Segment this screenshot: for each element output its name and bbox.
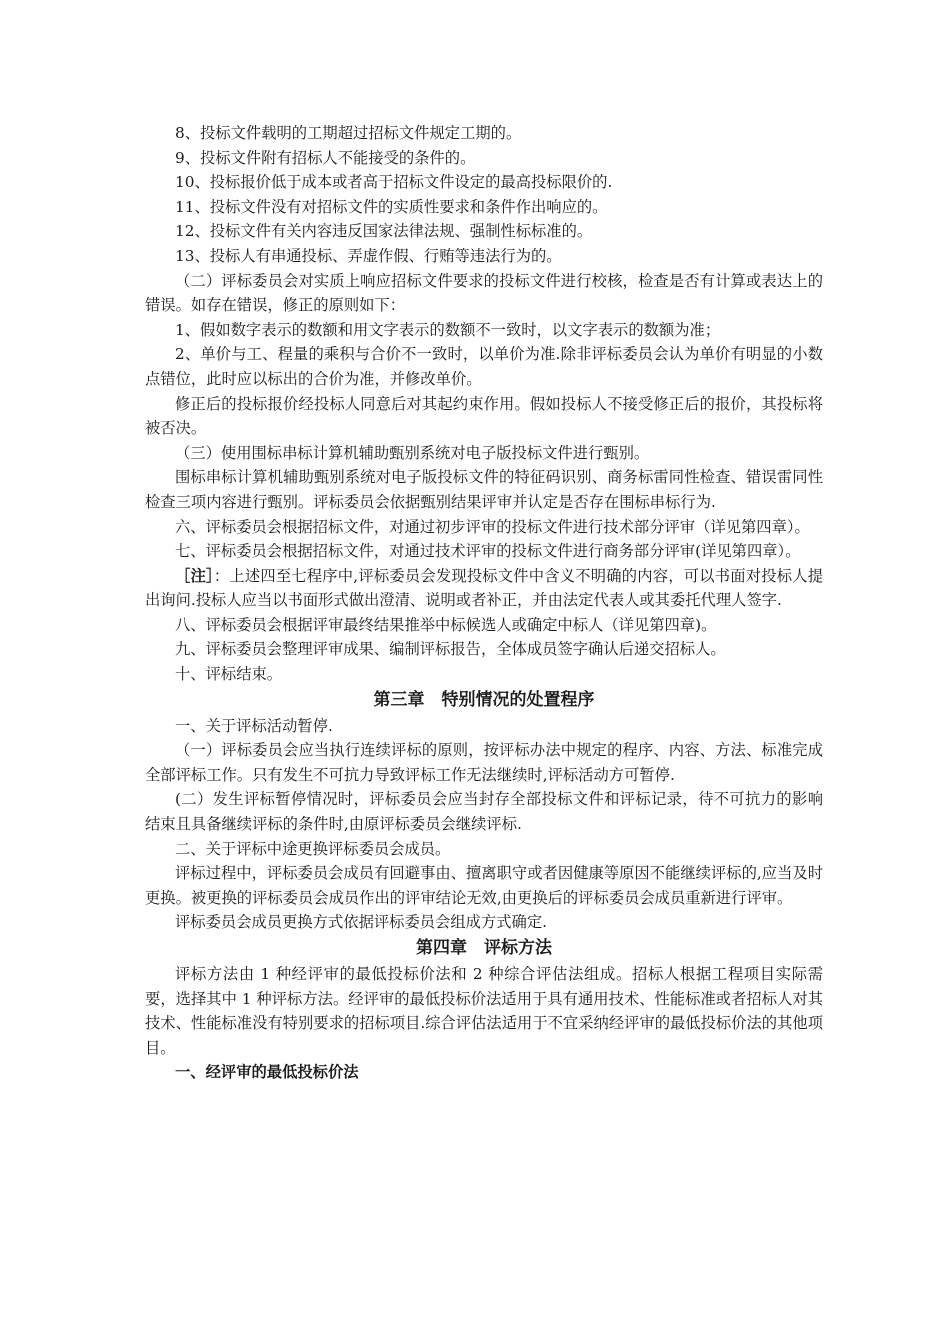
paragraph: 八、评标委员会根据评审最终结果推举中标候选人或确定中标人（详见第四章)。 <box>175 615 717 634</box>
chapter-three-heading: 第三章 特别情况的处置程序 <box>373 689 595 710</box>
paragraph: 10、投标报价低于成本或者高于招标文件设定的最高投标限价的. <box>175 173 613 192</box>
paragraph: 评标过程中，评标委员会成员有回避事由、擅离职守或者因健康等原因不能继续评标的,应当及时更换。被更换的评标委员会成员作出的评审结论无效,由更换后的评标委员会成员重新进行评审。 <box>145 864 823 907</box>
paragraph: (二）发生评标暂停情况时，评标委员会应当封存全部投标文件和评标记录，待不可抗力的影响结束且具备继续评标的条件时,由原评标委员会继续评标. <box>145 790 823 834</box>
paragraph: （三）使用围标串标计算机辅助甄别系统对电子版投标文件进行甄别。 <box>175 443 650 462</box>
paragraph: 十、评标结束。 <box>175 665 283 684</box>
paragraph: 围标串标计算机辅助甄别系统对电子版投标文件的特征码识别、商务标雷同性检查、错误雷同性检查三项内容进行甄别。评标委员会依据甄别结果评审并认定是否存在围标串标行为. <box>145 468 823 511</box>
paragraph: 六、评标委员会根据招标文件，对通过初步评审的投标文件进行技术部分评审（详见第四章）。 <box>175 517 810 536</box>
note-label: ［注］ <box>175 566 214 585</box>
paragraph: 9、投标文件附有招标人不能接受的条件的。 <box>175 148 476 167</box>
paragraph: 评标方法由 1 种经评审的最低投标价法和 2 种综合评估法组成。招标人根据工程项目实际需要，选择其中 1 种评标方法。经评审的最低投标价法适用于具有通用技术、性能标准或者招标人对其技术、性能标准没有特别要求的招标项目.综合评估法适用于不宜采纳经评审的最低投标价法的其他项目。 <box>145 965 823 1057</box>
paragraph: 12、投标文件有关内容违反国家法律法规、强制性标标准的。 <box>175 222 593 241</box>
document-page <box>145 121 823 1085</box>
paragraph: 评标委员会成员更换方式依据评标委员会组成方式确定. <box>175 913 547 932</box>
paragraph: 一、关于评标活动暂停. <box>175 716 333 735</box>
paragraph: 8、投标文件载明的工期超过招标文件规定工期的。 <box>175 124 522 142</box>
paragraph: 13、投标人有串通投标、弄虚作假、行贿等违法行为的。 <box>175 246 562 265</box>
paragraph: 修正后的投标报价经投标人同意后对其起约束作用。假如投标人不接受修正后的报价，其投标将被否决。 <box>145 394 823 438</box>
paragraph: 11、投标文件没有对招标文件的实质性要求和条件作出响应的。 <box>175 197 608 216</box>
paragraph: 七、评标委员会根据招标文件，对通过技术评审的投标文件进行商务部分评审(详见第四章）。 <box>175 542 801 561</box>
chapter-four-heading: 第四章 评标方法 <box>416 938 552 958</box>
paragraph: 1、假如数字表示的数额和用文字表示的数额不一致时，以文字表示的数额为准； <box>175 320 721 339</box>
paragraph: 2、单价与工、程量的乘积与合价不一致时，以单价为准.除非评标委员会认为单价有明显的小数点错位，此时应以标出的合价为准，并修改单价。 <box>145 345 823 388</box>
paragraph: 二、关于评标中途更换评标委员会成员。 <box>175 839 451 858</box>
paragraph: 九、评标委员会整理评审成果、编制评标报告，全体成员签字确认后递交招标人。 <box>175 640 726 659</box>
paragraph: （一）评标委员会应当执行连续评标的原则，按评标办法中规定的程序、内容、方法、标准完成全部评标工作。只有发生不可抗力导致评标工作无法继续时,评标活动方可暂停. <box>145 741 823 784</box>
paragraph: （二）评标委员会对实质上响应招标文件要求的投标文件进行校核，检查是否有计算或表达上的错误。如存在错误，修正的原则如下： <box>145 271 823 315</box>
note-text: ：上述四至七程序中,评标委员会发现投标文件中含义不明确的内容，可以书面对投标人提出询问.投标人应当以书面形式做出澄清、说明或者补正，并由法定代表人或其委托代理人签字. <box>145 566 823 610</box>
section-subheading: 一、经评审的最低投标价法 <box>175 1063 359 1082</box>
note-paragraph <box>145 564 823 613</box>
